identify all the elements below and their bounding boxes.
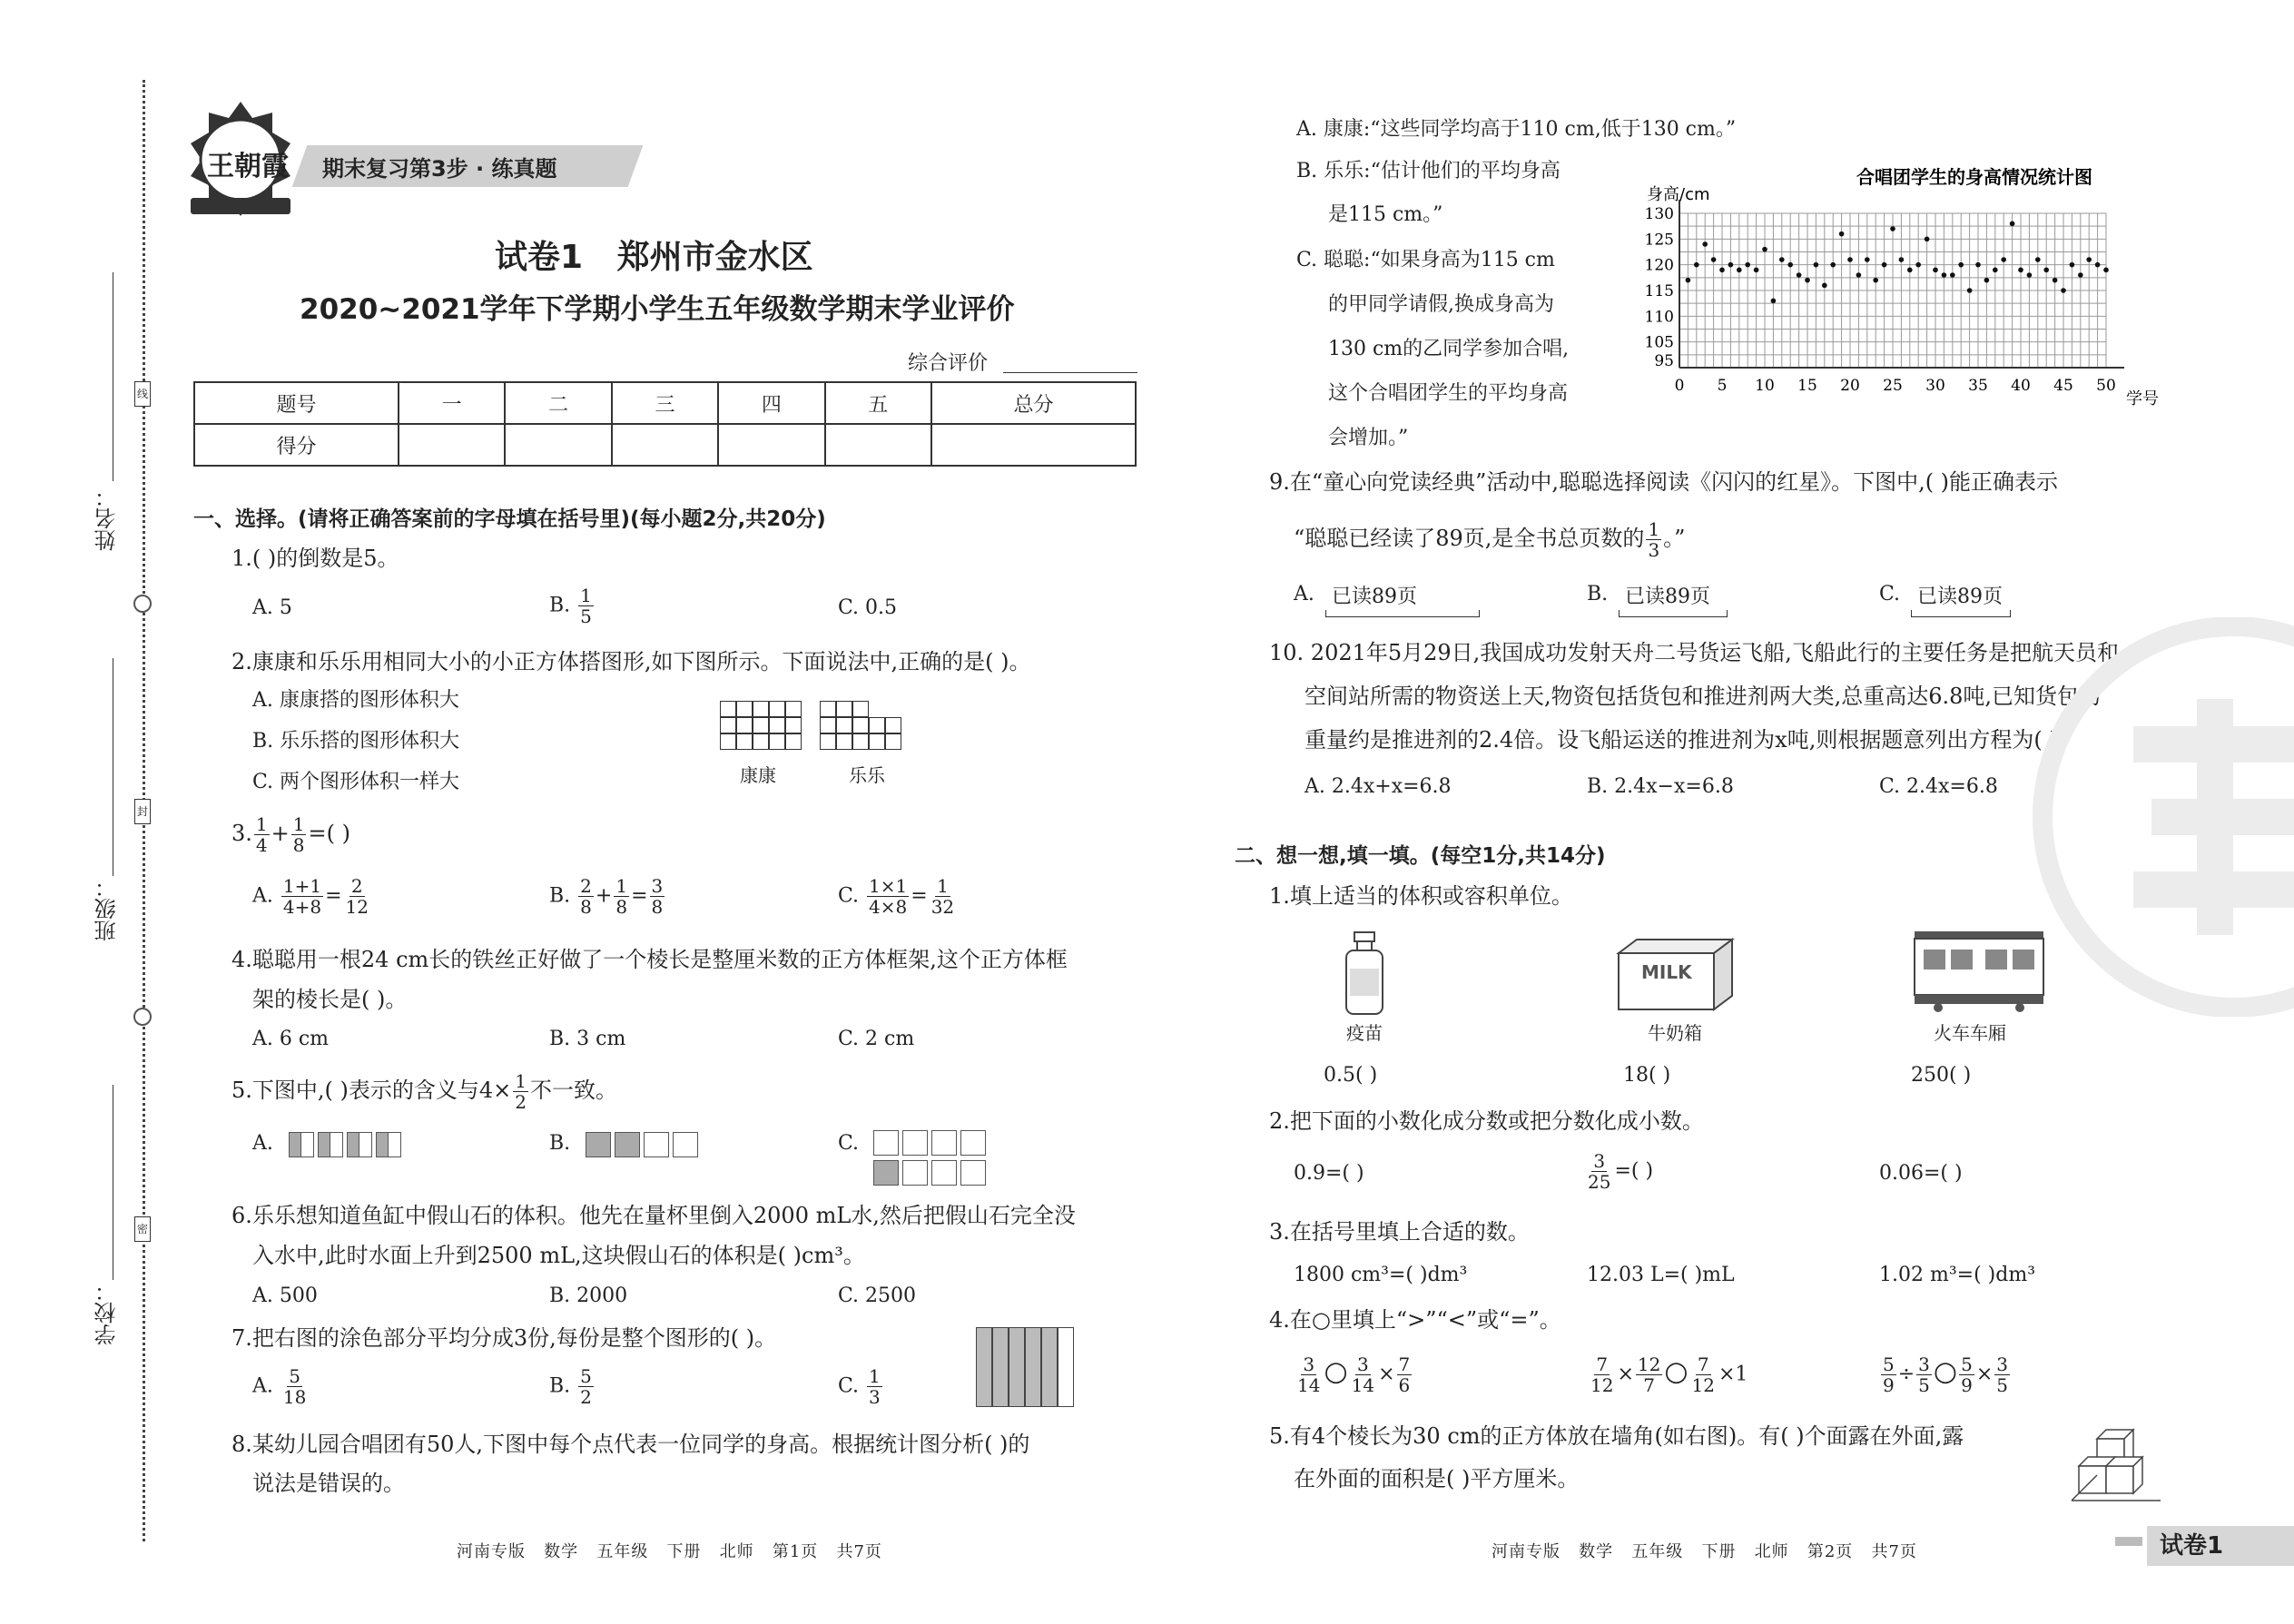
x-tick-label: 0: [1674, 377, 1685, 395]
q10-option-a[interactable]: A. 2.4x+x=6.8: [1305, 775, 1452, 798]
data-point: [1830, 262, 1836, 268]
score-cell: 题号: [194, 382, 399, 424]
grid-square: [673, 1132, 698, 1157]
s2q1-caption: 疫苗: [1346, 1022, 1383, 1044]
vaccine-bottle-icon: [1342, 930, 1387, 1017]
strip: [1025, 1327, 1041, 1407]
q8-option-c-cont: 这个合唱团学生的平均身高: [1328, 382, 1569, 405]
q8-option-c-cont: 会增加。”: [1328, 427, 1409, 449]
y-tick-label: 130: [1644, 205, 1674, 223]
unit-cube: [769, 717, 785, 733]
strip: [976, 1327, 992, 1407]
q5-option-a[interactable]: A.: [252, 1132, 273, 1155]
data-point: [2027, 272, 2033, 278]
q8-option-a[interactable]: A. 康康:“这些同学均高于110 cm,低于130 cm。”: [1296, 118, 1737, 141]
unit-cube: [869, 717, 885, 733]
q3-option-a[interactable]: A. $\frac{1+1}{4+8}$ = $\frac{2}{12}$: [252, 875, 369, 918]
score-header-row: [194, 382, 1136, 424]
q2-caption-lele: 乐乐: [849, 764, 885, 786]
data-point: [1933, 268, 1938, 273]
score-cell: 总分: [931, 382, 1136, 424]
data-point: [1882, 262, 1887, 268]
grid-square: [873, 1160, 899, 1186]
y-tick-label: 110: [1644, 308, 1674, 327]
unit-cube: [753, 733, 769, 750]
data-point: [1907, 268, 1913, 273]
grid-square-half: [376, 1132, 389, 1157]
s2q2-blank[interactable]: 0.9=( ): [1294, 1162, 1364, 1185]
chart-x-label: 学号: [2126, 389, 2159, 408]
data-point: [2061, 288, 2066, 293]
data-point: [2095, 262, 2101, 268]
data-point: [1771, 299, 1777, 304]
unit-cube: [852, 701, 869, 717]
s2q5-stem: 在外面的面积是( )平方厘米。: [1294, 1466, 1580, 1491]
page-title: 试卷1 郑州市金水区: [495, 239, 813, 276]
data-point: [1814, 262, 1819, 268]
strip: [1009, 1327, 1025, 1407]
class-label: 班级：: [94, 876, 120, 941]
grid-square: [586, 1132, 611, 1157]
unit-cube: [769, 701, 785, 717]
q2-option-b[interactable]: B. 乐乐搭的图形体积大: [252, 730, 460, 753]
tag-decor: [2115, 1537, 2142, 1546]
s2q1-blank[interactable]: 0.5( ): [1324, 1064, 1378, 1087]
secret-watermark: [2024, 617, 2294, 1017]
y-tick-label: 125: [1644, 231, 1674, 250]
r-q9-stem: 9.在“童心向党读经典”活动中,聪聪选择阅读《闪闪的红星》。下图中,( )能正确表示: [1269, 469, 2059, 495]
score-input[interactable]: [612, 424, 718, 466]
q8-stem: 说法是错误的。: [252, 1471, 405, 1496]
x-tick-label: 15: [1797, 377, 1817, 395]
q2-stem: 2.康康和乐乐用相同大小的小正方体搭图形,如下图所示。下面说法中,正确的是( )。: [231, 649, 1031, 674]
score-cell: 二: [505, 382, 611, 424]
s2q4-compare[interactable]: $\frac{5}{9}$ ÷ $\frac{3}{5}$ ○ $\frac{5}{9}$ × $\frac{3}{5}$: [1883, 1353, 2008, 1396]
footer-left: 河南专版 数学 五年级 下册 北师 第1页 共7页: [457, 1542, 882, 1561]
score-input[interactable]: [825, 424, 931, 466]
q6-option-a[interactable]: A. 500: [252, 1284, 318, 1307]
data-point: [1967, 288, 1973, 293]
unit-cube: [885, 733, 901, 750]
eval-label: 综合评价: [908, 352, 989, 375]
s2q3-blank[interactable]: 12.03 L=( )mL: [1587, 1264, 1735, 1286]
q10-stem: 重量约是推进剂的2.4倍。设飞船运送的推进剂为x吨,则根据题意列出方程为( )。: [1305, 727, 2080, 753]
grid-square-half: [347, 1132, 359, 1157]
data-point: [1958, 262, 1964, 268]
s2q2-blank[interactable]: 0.06=( ): [1879, 1162, 1963, 1185]
data-point: [1925, 237, 1930, 242]
grid-square: [960, 1130, 986, 1156]
x-tick-label: 35: [1968, 377, 1988, 395]
milk-box-icon: [1614, 935, 1737, 1012]
grid-square: [931, 1160, 957, 1186]
q9-bar: [1619, 610, 1728, 617]
score-cell: 一: [399, 382, 505, 424]
banner-text: 期末复习第3步 · 练真题: [322, 156, 557, 182]
q7-option-b[interactable]: B. $\frac{5}{2}$: [549, 1365, 592, 1408]
q9-bar-label: 已读89页: [1625, 586, 1710, 608]
unit-cube: [885, 717, 901, 733]
x-tick-label: 30: [1925, 377, 1945, 395]
chart-ticks: [1645, 205, 2116, 395]
grid-square: [615, 1132, 640, 1157]
score-cell: 三: [612, 382, 718, 424]
q5-option-b[interactable]: B.: [549, 1132, 571, 1155]
x-tick-label: 25: [1883, 377, 1903, 395]
option-label: B.: [549, 594, 571, 617]
chart-y-label: 身高/cm: [1647, 185, 1710, 204]
data-point: [1779, 257, 1785, 262]
data-point: [1737, 268, 1742, 273]
data-point: [1873, 278, 1878, 283]
data-point: [1719, 268, 1725, 273]
q8-option-c[interactable]: C. 聪聪:“如果身高为115 cm: [1296, 249, 1555, 271]
q8-option-b[interactable]: B. 乐乐:“估计他们的平均身高: [1296, 160, 1561, 182]
data-point: [1762, 247, 1767, 252]
x-tick-label: 10: [1755, 377, 1775, 395]
data-point: [1856, 272, 1862, 278]
data-point: [1694, 262, 1699, 268]
grid-square: [644, 1132, 669, 1157]
unit-cube: [852, 733, 869, 750]
q4-option-b[interactable]: B. 3 cm: [549, 1028, 626, 1050]
q7-option-a[interactable]: A. $\frac{5}{18}$: [252, 1365, 307, 1408]
s2q4-stem: 4.在○里填上“>”“<”或“=”。: [1269, 1307, 1561, 1333]
data-point: [1915, 262, 1921, 268]
data-point: [2103, 268, 2109, 273]
seal-circle: [133, 1008, 152, 1026]
unit-cube: [836, 733, 852, 750]
grid-square-half: [318, 1132, 330, 1157]
school-label: 学校：: [94, 1280, 120, 1345]
q3-option-c[interactable]: C. $\frac{1\times 1}{4\times 8}$ = $\frac{1}{32}$: [838, 875, 955, 918]
data-point: [1975, 262, 1981, 268]
data-point: [1993, 268, 1998, 273]
exam-tag: 试卷1: [2147, 1526, 2294, 1566]
data-point: [1822, 283, 1827, 289]
q8-option-c-cont: 130 cm的乙同学参加合唱,: [1328, 338, 1570, 360]
q6-stem: 入水中,此时水面上升到2500 mL,这块假山石的体积是( )cm³。: [252, 1243, 865, 1268]
q8-option-b-cont: 是115 cm。”: [1328, 203, 1443, 226]
grid-square: [873, 1130, 899, 1156]
q3-stem: 3. $\frac{1}{4}$ + $\frac{1}{8}$ =( ): [231, 813, 350, 856]
q4-option-a[interactable]: A. 6 cm: [252, 1028, 330, 1050]
q10-option-b[interactable]: B. 2.4x−x=6.8: [1587, 775, 1734, 798]
q7-stem: 7.把右图的涂色部分平均分成3份,每份是整个图形的( )。: [231, 1325, 777, 1351]
s2q1-blank[interactable]: 18( ): [1623, 1064, 1671, 1087]
data-point: [1711, 257, 1717, 262]
q2-option-c[interactable]: C. 两个图形体积一样大: [252, 771, 460, 793]
data-point: [2086, 257, 2092, 262]
s2q1-caption: 牛奶箱: [1648, 1022, 1702, 1044]
name-label: 姓名：: [94, 486, 120, 551]
unit-cube: [785, 717, 802, 733]
q4-stem: 4.聪聪用一根24 cm长的铁丝正好做了一个棱长是整厘米数的正方体框架,这个正方体框: [231, 947, 1068, 972]
data-point: [1984, 278, 1990, 283]
y-tick-label: 105: [1644, 333, 1674, 352]
height-scatter-chart: [1634, 159, 2179, 413]
unit-cube: [753, 717, 769, 733]
eval-line: [1003, 372, 1137, 373]
score-value-row: [194, 424, 1136, 466]
unit-cube: [785, 701, 802, 717]
seal-box-seal: 封: [134, 799, 151, 824]
logo-text: 王朝霞: [207, 151, 289, 182]
q8-option-c-cont: 的甲同学请假,换成身高为: [1328, 293, 1554, 316]
data-point: [1805, 278, 1810, 283]
grid-square-half: [289, 1132, 301, 1157]
q5-option-c[interactable]: C.: [838, 1132, 860, 1155]
data-point: [1754, 268, 1759, 273]
x-tick-label: 5: [1717, 377, 1728, 395]
q9-bar-label: 已读89页: [1917, 586, 2003, 608]
x-tick-label: 45: [2053, 377, 2073, 395]
grid-square: [960, 1160, 986, 1186]
grid-square: [931, 1130, 957, 1156]
data-point: [2043, 268, 2049, 273]
data-point: [2010, 221, 2015, 227]
score-input[interactable]: [931, 424, 1136, 466]
q9-option-b[interactable]: B.: [1587, 583, 1609, 605]
seal-box-line: 线: [134, 381, 151, 407]
q6-stem: 6.乐乐想知道鱼缸中假山石的体积。他先在量杯里倒入2000 mL水,然后把假山石完全没: [231, 1203, 1076, 1228]
unit-cube: [736, 733, 753, 750]
score-input[interactable]: [718, 424, 824, 466]
s2q3-blank[interactable]: 1.02 m³=( )dm³: [1879, 1264, 2036, 1286]
x-tick-label: 40: [2011, 377, 2031, 395]
chart-points: [1686, 221, 2109, 304]
data-point: [1865, 257, 1870, 262]
data-point: [2078, 272, 2083, 278]
data-point: [2018, 268, 2023, 273]
s2q2-blank[interactable]: $\frac{3}{25}$ =( ): [1588, 1150, 1654, 1193]
q1-option-a[interactable]: A. 5: [252, 596, 292, 619]
fraction: $\frac{1}{5}$: [580, 585, 592, 627]
data-point: [1890, 226, 1895, 231]
unit-cube: [852, 717, 869, 733]
data-point: [1745, 262, 1750, 268]
grid-square: [902, 1130, 928, 1156]
q2-option-a[interactable]: A. 康康搭的图形体积大: [252, 689, 459, 712]
data-point: [1839, 231, 1845, 237]
q4-option-c[interactable]: C. 2 cm: [838, 1028, 915, 1050]
s2q3-stem: 3.在括号里填上合适的数。: [1269, 1219, 1530, 1245]
y-tick-label: 115: [1644, 282, 1674, 300]
s2q4-compare[interactable]: $\frac{7}{12}$ × $\frac{12}{7}$ ○ $\frac{7}{12}$ ×1: [1590, 1353, 1748, 1396]
unit-cube: [720, 701, 736, 717]
q1-option-c[interactable]: C. 0.5: [838, 596, 898, 619]
q7-option-c[interactable]: C. $\frac{1}{3}$: [838, 1365, 881, 1408]
s2q1-blank[interactable]: 250( ): [1911, 1064, 1972, 1087]
data-point: [1847, 257, 1853, 262]
milk-text: MILK: [1641, 961, 1692, 983]
s2q1-stem: 1.填上适当的体积或容积单位。: [1269, 883, 1573, 909]
data-point: [2001, 257, 2006, 262]
unit-cube: [836, 717, 852, 733]
data-point: [1797, 272, 1802, 278]
unit-cube: [820, 701, 836, 717]
strip: [1058, 1327, 1074, 1407]
section2-title: 二、想一想,填一填。(每空1分,共14分): [1235, 844, 1606, 868]
y-tick-label: 95: [1654, 352, 1674, 370]
q6-option-c[interactable]: C. 2500: [838, 1284, 917, 1307]
unit-cube: [736, 701, 753, 717]
q3-option-b[interactable]: B. $\frac{2}{8}$ + $\frac{1}{8}$ = $\frac{3}{8}$: [549, 875, 664, 918]
logo: [182, 100, 300, 222]
unit-cube: [869, 733, 885, 750]
data-point: [2035, 257, 2041, 262]
seal-box-secret: 密: [134, 1216, 151, 1242]
s2q4-compare[interactable]: $\frac{3}{14}$ ○ $\frac{3}{14}$ × $\frac{7}{6}$: [1297, 1353, 1411, 1396]
footer-right: 河南专版 数学 五年级 下册 北师 第2页 共7页: [1492, 1542, 1917, 1561]
unit-cube: [836, 701, 852, 717]
chart-grid: [1679, 200, 2124, 368]
q10-stem: 空间站所需的物资送上天,物资包括货包和推进剂两大类,总重高达6.8吨,已知货包的: [1305, 684, 2102, 709]
data-point: [1950, 272, 1955, 278]
x-tick-label: 50: [2096, 377, 2116, 395]
q9-option-a[interactable]: A.: [1294, 583, 1314, 605]
score-table: [193, 381, 1137, 467]
data-point: [1728, 262, 1734, 268]
grid-square: [902, 1160, 928, 1186]
unit-cube: [820, 733, 836, 750]
unit-cube: [785, 733, 802, 750]
data-point: [2053, 278, 2058, 283]
unit-cube: [820, 717, 836, 733]
r-q9-stem: “聪聪已经读了89页,是全书总页数的 $\frac{1}{3}$ 。”: [1294, 518, 1686, 561]
page-subtitle: 2020~2021学年下学期小学生五年级数学期末学业评价: [300, 293, 1015, 326]
score-input[interactable]: [505, 424, 611, 466]
q9-bar: [1911, 610, 2011, 617]
chart-title: 合唱团学生的身高情况统计图: [1856, 166, 2092, 188]
unit-cube: [720, 733, 736, 750]
data-point: [1787, 262, 1793, 268]
unit-cube: [753, 701, 769, 717]
q1-option-b[interactable]: [549, 586, 596, 626]
unit-cube: [736, 717, 753, 733]
s2q2-stem: 2.把下面的小数化成分数或把分数化成小数。: [1269, 1108, 1704, 1134]
q5-stem: 5.下图中,( )表示的含义与4× $\frac{1}{2}$ 不一致。: [231, 1070, 617, 1113]
unit-cube: [769, 733, 785, 750]
unit-cube: [720, 717, 736, 733]
x-tick-label: 20: [1840, 377, 1860, 395]
data-point: [1942, 272, 1947, 278]
score-cell: 四: [718, 382, 824, 424]
q9-option-c[interactable]: C.: [1879, 583, 1901, 605]
y-tick-label: 120: [1644, 256, 1674, 275]
q9-bar: [1325, 610, 1480, 617]
s2q1-caption: 火车车厢: [1934, 1022, 2006, 1044]
q2-caption-kangkang: 康康: [740, 764, 776, 786]
s2q5-stem: 5.有4个棱长为30 cm的正方体放在墙角(如右图)。有( )个面露在外面,露: [1269, 1423, 1964, 1449]
data-point: [1686, 278, 1691, 283]
strip: [992, 1327, 1009, 1407]
score-cell: 得分: [194, 424, 399, 466]
q9-bar-label: 已读89页: [1332, 586, 1417, 608]
corner-cubes-figure: [2070, 1412, 2170, 1502]
data-point: [2070, 262, 2075, 268]
data-point: [1702, 241, 1708, 247]
score-cell: 五: [825, 382, 931, 424]
q1-stem: 1.( )的倒数是5。: [231, 546, 399, 571]
data-point: [1899, 257, 1905, 262]
q10-option-c[interactable]: C. 2.4x=6.8: [1879, 775, 1998, 798]
score-input[interactable]: [399, 424, 505, 466]
strip: [1041, 1327, 1058, 1407]
s2q3-blank[interactable]: 1800 cm³=( )dm³: [1294, 1264, 1468, 1286]
seal-circle: [133, 595, 152, 613]
q6-option-b[interactable]: B. 2000: [549, 1284, 628, 1307]
q8-stem: 8.某幼儿园合唱团有50人,下图中每个点代表一位同学的身高。根据统计图分析( )的: [231, 1432, 1030, 1457]
q10-stem: 10. 2021年5月29日,我国成功发射天舟二号货运飞船,飞船此行的主要任务是把航天员和: [1269, 640, 2119, 665]
q4-stem: 架的棱长是( )。: [252, 987, 408, 1012]
section1-title: 一、选择。(请将正确答案前的字母填在括号里)(每小题2分,共20分): [193, 507, 826, 531]
